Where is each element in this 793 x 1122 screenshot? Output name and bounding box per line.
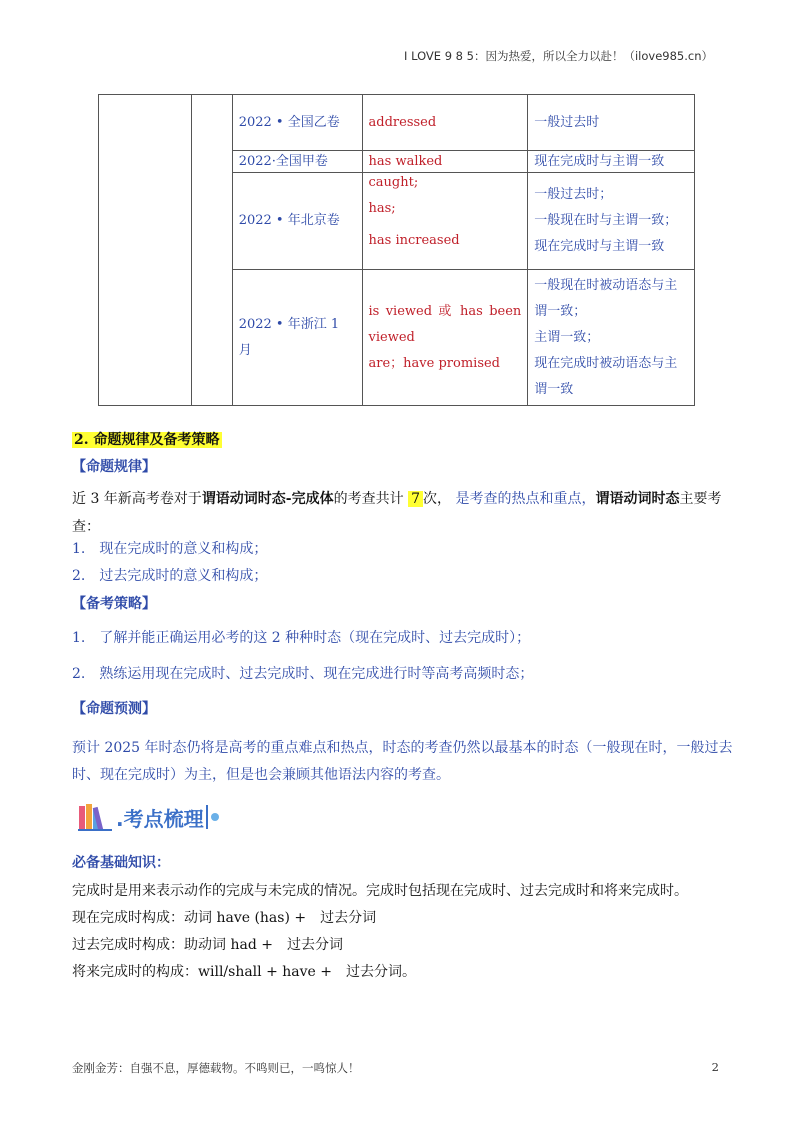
section-banner [78,800,219,834]
forecast-paragraph: 预计 2025 年时态仍将是高考的重点难点和热点，时态的考查仍然以最基本的时态（一般现在时，一般过去 时、现在完成时）为主，但是也会兼顾其他语法内容的考查。 [72,740,733,783]
strategy-heading: 【备考策略】 [72,596,156,612]
dot-icon [211,813,219,821]
answer-cell: caught; has; has increased [362,173,528,270]
merged-cell [191,95,232,406]
list-item: 1. 现在完成时的意义和构成； [72,541,268,557]
note-cell: 一般过去时 [528,95,695,151]
answer-cell: addressed [362,95,528,151]
year-cell: 2022·全国甲卷 [232,151,362,173]
basics-heading: 必备基础知识： [72,855,170,871]
basics-content: 完成时是用来表示动作的完成与未完成的情况。完成时包括现在完成时、过去完成时和将来完成时。 现在完成时构成：动词 have (has) + 过去分词 过去完成时构成：助动词 had + 过去分词 将来完成时的构成：will/shall + have + 过去分词。 [72,883,688,980]
answer-cell: is viewed 或 has been viewed are；have promised [362,270,528,406]
answer-cell: has walked [362,151,528,173]
banner-title: .考点梳理 [116,806,204,831]
list-item: 1. 了解并能正确运用必考的这 2 种种时态（现在完成时、过去完成时）； [72,630,531,646]
page-number: 2 [711,1060,719,1074]
merged-cell [99,95,192,406]
rule-paragraph: 近 3 年新高考卷对于谓语动词时态-完成体的考查共计 7 次， 是考查的热点和重点，谓语动词时态主要考 查： [72,491,722,535]
section-title: 2. 命题规律及备考策略 [74,432,220,448]
year-cell: 2022 • 年北京卷 [232,173,362,270]
table-row [99,95,695,151]
list-item: 2. 熟练运用现在完成时、过去完成时、现在完成进行时等高考高频时态； [72,666,534,682]
note-cell: 一般现在时被动语态与主谓一致； 主谓一致； 现在完成时被动语态与主谓一致 [528,270,695,406]
list-item: 2. 过去完成时的意义和构成； [72,568,268,584]
note-cell: 一般过去时； 一般现在时与主谓一致； 现在完成时与主谓一致 [528,173,695,270]
forecast-heading: 【命题预测】 [72,701,156,717]
footer-motto: 金刚金芳：自强不息，厚德载物。不鸣则已，一鸣惊人！ [72,1061,360,1075]
note-cell: 现在完成时与主谓一致 [528,151,695,173]
text-cursor [206,805,208,829]
books-icon [78,802,112,832]
rule-heading: 【命题规律】 [72,459,156,475]
year-cell: 2022 • 全国乙卷 [232,95,362,151]
page-header: I LOVE 9 8 5：因为热爱，所以全力以赴！（ilove985.cn） [404,49,713,63]
exam-table [98,94,695,406]
year-cell: 2022 • 年浙江 1 月 [232,270,362,406]
